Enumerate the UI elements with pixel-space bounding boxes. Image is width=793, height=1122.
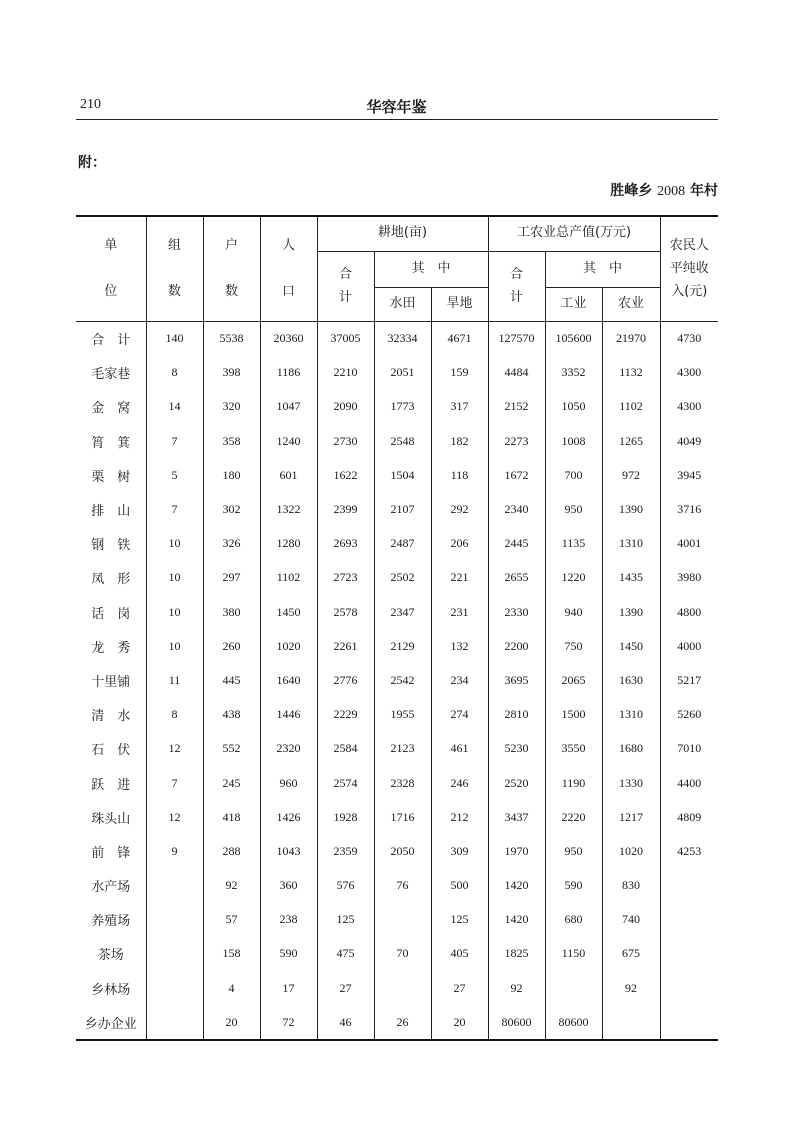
cell-farmland-total: 2723 bbox=[317, 561, 374, 595]
cell-population: 1450 bbox=[260, 595, 317, 629]
cell-unit-name: 前 锋 bbox=[76, 834, 146, 868]
cell-dryland: 309 bbox=[431, 834, 488, 868]
table-row bbox=[76, 869, 718, 903]
cell-groups: 10 bbox=[146, 527, 203, 561]
cell-groups bbox=[146, 937, 203, 971]
cell-output-total: 127570 bbox=[488, 321, 545, 356]
cell-unit-name: 龙 秀 bbox=[76, 629, 146, 663]
cell-farmland-total: 2584 bbox=[317, 732, 374, 766]
cell-farmland-total: 2578 bbox=[317, 595, 374, 629]
cell-households: 245 bbox=[203, 766, 260, 800]
cell-unit-name: 十里铺 bbox=[76, 663, 146, 697]
cell-income: 4809 bbox=[660, 800, 718, 834]
cell-income: 4400 bbox=[660, 766, 718, 800]
cell-groups: 7 bbox=[146, 424, 203, 458]
col-header-unit bbox=[76, 216, 146, 321]
cell-unit-name: 金 窝 bbox=[76, 390, 146, 424]
page-number: 210 bbox=[80, 97, 101, 112]
cell-households: 180 bbox=[203, 458, 260, 492]
cell-dryland: 274 bbox=[431, 698, 488, 732]
income-line1: 农民人 bbox=[669, 237, 709, 253]
cell-agriculture: 21970 bbox=[602, 321, 660, 356]
cell-groups: 140 bbox=[146, 321, 203, 356]
cell-industry: 590 bbox=[545, 869, 602, 903]
cell-paddy: 32334 bbox=[374, 321, 431, 356]
cell-households: 5538 bbox=[203, 321, 260, 356]
cell-industry bbox=[545, 971, 602, 1005]
cell-output-total: 2655 bbox=[488, 561, 545, 595]
cell-agriculture: 830 bbox=[602, 869, 660, 903]
cell-agriculture: 1310 bbox=[602, 698, 660, 732]
col-header-dryland: 旱地 bbox=[431, 287, 488, 321]
cell-households: 158 bbox=[203, 937, 260, 971]
cell-paddy: 2548 bbox=[374, 424, 431, 458]
population-top: 人 bbox=[281, 237, 295, 253]
table-body bbox=[76, 321, 718, 1040]
cell-unit-name: 跃 进 bbox=[76, 766, 146, 800]
cell-paddy: 2051 bbox=[374, 356, 431, 390]
cell-agriculture: 740 bbox=[602, 903, 660, 937]
table-row bbox=[76, 732, 718, 766]
cell-paddy: 1716 bbox=[374, 800, 431, 834]
cell-households: 302 bbox=[203, 492, 260, 526]
cell-output-total: 1672 bbox=[488, 458, 545, 492]
cell-unit-name: 石 伏 bbox=[76, 732, 146, 766]
cell-paddy: 2107 bbox=[374, 492, 431, 526]
cell-unit-name: 排 山 bbox=[76, 492, 146, 526]
cell-agriculture: 92 bbox=[602, 971, 660, 1005]
households-bottom: 数 bbox=[224, 284, 238, 300]
cell-output-total: 1420 bbox=[488, 903, 545, 937]
col-header-households bbox=[203, 216, 260, 321]
table-row bbox=[76, 903, 718, 937]
cell-population: 1240 bbox=[260, 424, 317, 458]
cell-population: 1020 bbox=[260, 629, 317, 663]
table-row bbox=[76, 698, 718, 732]
cell-industry: 80600 bbox=[545, 1005, 602, 1040]
cell-income: 4300 bbox=[660, 390, 718, 424]
cell-paddy bbox=[374, 971, 431, 1005]
cell-groups: 8 bbox=[146, 698, 203, 732]
cell-paddy: 2129 bbox=[374, 629, 431, 663]
cell-agriculture: 1680 bbox=[602, 732, 660, 766]
cell-population: 1047 bbox=[260, 390, 317, 424]
cell-unit-name: 水产场 bbox=[76, 869, 146, 903]
cell-agriculture: 1390 bbox=[602, 492, 660, 526]
cell-paddy: 2502 bbox=[374, 561, 431, 595]
cell-agriculture: 1217 bbox=[602, 800, 660, 834]
cell-output-total: 2152 bbox=[488, 390, 545, 424]
cell-dryland: 20 bbox=[431, 1005, 488, 1040]
cell-population: 590 bbox=[260, 937, 317, 971]
cell-households: 288 bbox=[203, 834, 260, 868]
caption-suffix: 年村 bbox=[690, 183, 718, 199]
table-row bbox=[76, 629, 718, 663]
cell-dryland: 405 bbox=[431, 937, 488, 971]
cell-agriculture: 972 bbox=[602, 458, 660, 492]
col-header-agriculture: 农业 bbox=[602, 287, 660, 321]
cell-groups: 5 bbox=[146, 458, 203, 492]
col-header-output-of-which: 其 中 bbox=[545, 251, 660, 287]
cell-groups: 10 bbox=[146, 595, 203, 629]
cell-industry: 700 bbox=[545, 458, 602, 492]
caption-prefix: 胜峰乡 bbox=[610, 183, 653, 199]
cell-farmland-total: 2210 bbox=[317, 356, 374, 390]
cell-output-total: 4484 bbox=[488, 356, 545, 390]
cell-income bbox=[660, 869, 718, 903]
appendix-label: 附： bbox=[78, 155, 106, 171]
table-row bbox=[76, 1005, 718, 1040]
cell-income: 5260 bbox=[660, 698, 718, 732]
col-header-farmland: 耕地(亩) bbox=[317, 216, 488, 251]
cell-dryland: 292 bbox=[431, 492, 488, 526]
cell-unit-name: 珠头山 bbox=[76, 800, 146, 834]
cell-paddy: 1773 bbox=[374, 390, 431, 424]
cell-industry: 1190 bbox=[545, 766, 602, 800]
cell-dryland: 317 bbox=[431, 390, 488, 424]
table-row bbox=[76, 492, 718, 526]
cell-industry: 940 bbox=[545, 595, 602, 629]
cell-groups: 14 bbox=[146, 390, 203, 424]
cell-population: 1280 bbox=[260, 527, 317, 561]
cell-groups: 7 bbox=[146, 766, 203, 800]
cell-households: 380 bbox=[203, 595, 260, 629]
cell-dryland: 182 bbox=[431, 424, 488, 458]
cell-paddy: 2050 bbox=[374, 834, 431, 868]
cell-paddy bbox=[374, 903, 431, 937]
cell-income: 5217 bbox=[660, 663, 718, 697]
cell-industry: 2220 bbox=[545, 800, 602, 834]
cell-farmland-total: 2399 bbox=[317, 492, 374, 526]
cell-households: 92 bbox=[203, 869, 260, 903]
col-header-farmland-of-which: 其 中 bbox=[374, 251, 488, 287]
cell-unit-name: 话 岗 bbox=[76, 595, 146, 629]
col-header-output-value: 工农业总产值(万元) bbox=[488, 216, 660, 251]
cell-dryland: 221 bbox=[431, 561, 488, 595]
table-row bbox=[76, 595, 718, 629]
cell-paddy: 2123 bbox=[374, 732, 431, 766]
cell-households: 57 bbox=[203, 903, 260, 937]
cell-farmland-total: 2730 bbox=[317, 424, 374, 458]
cell-dryland: 231 bbox=[431, 595, 488, 629]
cell-unit-name: 毛家巷 bbox=[76, 356, 146, 390]
groups-top: 组 bbox=[167, 237, 181, 253]
cell-agriculture bbox=[602, 1005, 660, 1040]
cell-income: 4800 bbox=[660, 595, 718, 629]
cell-farmland-total: 125 bbox=[317, 903, 374, 937]
cell-population: 72 bbox=[260, 1005, 317, 1040]
cell-dryland: 461 bbox=[431, 732, 488, 766]
cell-agriculture: 1630 bbox=[602, 663, 660, 697]
cell-output-total: 1970 bbox=[488, 834, 545, 868]
cell-groups bbox=[146, 1005, 203, 1040]
cell-households: 552 bbox=[203, 732, 260, 766]
cell-farmland-total: 475 bbox=[317, 937, 374, 971]
cell-population: 17 bbox=[260, 971, 317, 1005]
cell-farmland-total: 27 bbox=[317, 971, 374, 1005]
cell-population: 1186 bbox=[260, 356, 317, 390]
cell-industry: 680 bbox=[545, 903, 602, 937]
cell-farmland-total: 1928 bbox=[317, 800, 374, 834]
col-header-farmland-total bbox=[317, 251, 374, 321]
cell-paddy: 26 bbox=[374, 1005, 431, 1040]
cell-farmland-total: 37005 bbox=[317, 321, 374, 356]
cell-paddy: 76 bbox=[374, 869, 431, 903]
table-row bbox=[76, 800, 718, 834]
table-row bbox=[76, 527, 718, 561]
table-row bbox=[76, 390, 718, 424]
cell-output-total: 2330 bbox=[488, 595, 545, 629]
cell-farmland-total: 2229 bbox=[317, 698, 374, 732]
income-line2: 平纯收 bbox=[669, 261, 709, 277]
cell-households: 398 bbox=[203, 356, 260, 390]
cell-output-total: 92 bbox=[488, 971, 545, 1005]
cell-households: 326 bbox=[203, 527, 260, 561]
cell-farmland-total: 2693 bbox=[317, 527, 374, 561]
cell-income bbox=[660, 1005, 718, 1040]
cell-households: 4 bbox=[203, 971, 260, 1005]
cell-farmland-total: 46 bbox=[317, 1005, 374, 1040]
cell-population: 1640 bbox=[260, 663, 317, 697]
cell-agriculture: 1132 bbox=[602, 356, 660, 390]
cell-farmland-total: 2776 bbox=[317, 663, 374, 697]
cell-households: 320 bbox=[203, 390, 260, 424]
cell-unit-name: 养殖场 bbox=[76, 903, 146, 937]
cell-farmland-total: 576 bbox=[317, 869, 374, 903]
cell-households: 445 bbox=[203, 663, 260, 697]
cell-income: 4049 bbox=[660, 424, 718, 458]
cell-population: 2320 bbox=[260, 732, 317, 766]
groups-bottom: 数 bbox=[167, 284, 181, 300]
cell-income: 7010 bbox=[660, 732, 718, 766]
cell-population: 1043 bbox=[260, 834, 317, 868]
cell-output-total: 2340 bbox=[488, 492, 545, 526]
unit-top: 单 bbox=[104, 237, 118, 253]
output-total-bottom: 计 bbox=[509, 290, 523, 305]
running-title: 华容年鉴 bbox=[366, 98, 427, 116]
cell-agriculture: 1390 bbox=[602, 595, 660, 629]
cell-dryland: 206 bbox=[431, 527, 488, 561]
table-row bbox=[76, 424, 718, 458]
cell-farmland-total: 2574 bbox=[317, 766, 374, 800]
cell-groups: 12 bbox=[146, 732, 203, 766]
cell-output-total: 1825 bbox=[488, 937, 545, 971]
cell-output-total: 2200 bbox=[488, 629, 545, 663]
cell-industry: 105600 bbox=[545, 321, 602, 356]
col-header-population bbox=[260, 216, 317, 321]
cell-income bbox=[660, 903, 718, 937]
cell-groups: 8 bbox=[146, 356, 203, 390]
cell-industry: 1135 bbox=[545, 527, 602, 561]
col-header-income bbox=[660, 216, 718, 321]
cell-output-total: 2520 bbox=[488, 766, 545, 800]
header-rule bbox=[76, 119, 718, 120]
cell-groups: 10 bbox=[146, 561, 203, 595]
cell-groups: 10 bbox=[146, 629, 203, 663]
cell-output-total: 2273 bbox=[488, 424, 545, 458]
cell-income: 3945 bbox=[660, 458, 718, 492]
cell-farmland-total: 2359 bbox=[317, 834, 374, 868]
cell-population: 20360 bbox=[260, 321, 317, 356]
cell-income: 3716 bbox=[660, 492, 718, 526]
cell-agriculture: 1330 bbox=[602, 766, 660, 800]
table-row bbox=[76, 663, 718, 697]
cell-dryland: 159 bbox=[431, 356, 488, 390]
cell-paddy: 1504 bbox=[374, 458, 431, 492]
cell-income: 4300 bbox=[660, 356, 718, 390]
cell-dryland: 234 bbox=[431, 663, 488, 697]
cell-agriculture: 1450 bbox=[602, 629, 660, 663]
cell-unit-name: 乡林场 bbox=[76, 971, 146, 1005]
cell-households: 418 bbox=[203, 800, 260, 834]
table-row bbox=[76, 321, 718, 356]
cell-income: 4000 bbox=[660, 629, 718, 663]
cell-paddy: 2542 bbox=[374, 663, 431, 697]
cell-groups: 11 bbox=[146, 663, 203, 697]
cell-income: 4253 bbox=[660, 834, 718, 868]
cell-agriculture: 1435 bbox=[602, 561, 660, 595]
cell-unit-name: 清 水 bbox=[76, 698, 146, 732]
table-row bbox=[76, 356, 718, 390]
cell-industry: 2065 bbox=[545, 663, 602, 697]
cell-output-total: 3437 bbox=[488, 800, 545, 834]
output-total-top: 合 bbox=[509, 266, 523, 282]
cell-paddy: 2347 bbox=[374, 595, 431, 629]
col-header-output-total bbox=[488, 251, 545, 321]
table-row bbox=[76, 971, 718, 1005]
table-row bbox=[76, 766, 718, 800]
cell-industry: 3352 bbox=[545, 356, 602, 390]
col-header-paddy: 水田 bbox=[374, 287, 431, 321]
cell-unit-name: 合 计 bbox=[76, 321, 146, 356]
cell-output-total: 2445 bbox=[488, 527, 545, 561]
table-row bbox=[76, 561, 718, 595]
cell-dryland: 27 bbox=[431, 971, 488, 1005]
cell-industry: 750 bbox=[545, 629, 602, 663]
table-row bbox=[76, 834, 718, 868]
cell-income bbox=[660, 971, 718, 1005]
cell-households: 358 bbox=[203, 424, 260, 458]
unit-bottom: 位 bbox=[104, 284, 118, 300]
cell-industry: 1008 bbox=[545, 424, 602, 458]
cell-output-total: 80600 bbox=[488, 1005, 545, 1040]
cell-households: 438 bbox=[203, 698, 260, 732]
cell-output-total: 3695 bbox=[488, 663, 545, 697]
cell-farmland-total: 1622 bbox=[317, 458, 374, 492]
cell-unit-name: 钢 铁 bbox=[76, 527, 146, 561]
cell-population: 360 bbox=[260, 869, 317, 903]
cell-unit-name: 茶场 bbox=[76, 937, 146, 971]
cell-output-total: 5230 bbox=[488, 732, 545, 766]
cell-unit-name: 乡办企业 bbox=[76, 1005, 146, 1040]
cell-households: 20 bbox=[203, 1005, 260, 1040]
cell-paddy: 70 bbox=[374, 937, 431, 971]
table-caption bbox=[610, 180, 718, 200]
cell-output-total: 2810 bbox=[488, 698, 545, 732]
cell-industry: 1500 bbox=[545, 698, 602, 732]
cell-population: 960 bbox=[260, 766, 317, 800]
cell-industry: 1150 bbox=[545, 937, 602, 971]
income-line3: 入(元) bbox=[671, 284, 708, 300]
cell-agriculture: 1310 bbox=[602, 527, 660, 561]
cell-paddy: 1955 bbox=[374, 698, 431, 732]
cell-unit-name: 筲 箕 bbox=[76, 424, 146, 458]
cell-income: 4730 bbox=[660, 321, 718, 356]
cell-agriculture: 1020 bbox=[602, 834, 660, 868]
cell-output-total: 1420 bbox=[488, 869, 545, 903]
cell-groups: 7 bbox=[146, 492, 203, 526]
cell-households: 297 bbox=[203, 561, 260, 595]
col-header-groups bbox=[146, 216, 203, 321]
cell-dryland: 246 bbox=[431, 766, 488, 800]
cell-households: 260 bbox=[203, 629, 260, 663]
cell-agriculture: 675 bbox=[602, 937, 660, 971]
village-statistics-table bbox=[76, 215, 718, 1041]
cell-agriculture: 1102 bbox=[602, 390, 660, 424]
cell-income bbox=[660, 937, 718, 971]
col-header-industry: 工业 bbox=[545, 287, 602, 321]
cell-groups: 9 bbox=[146, 834, 203, 868]
cell-groups bbox=[146, 903, 203, 937]
table-row bbox=[76, 458, 718, 492]
cell-dryland: 500 bbox=[431, 869, 488, 903]
cell-dryland: 125 bbox=[431, 903, 488, 937]
cell-population: 1322 bbox=[260, 492, 317, 526]
cell-industry: 1050 bbox=[545, 390, 602, 424]
population-bottom: 口 bbox=[281, 284, 295, 300]
cell-groups: 12 bbox=[146, 800, 203, 834]
farmland-total-bottom: 计 bbox=[338, 290, 352, 305]
cell-income: 4001 bbox=[660, 527, 718, 561]
table-row bbox=[76, 937, 718, 971]
cell-dryland: 118 bbox=[431, 458, 488, 492]
cell-population: 1426 bbox=[260, 800, 317, 834]
cell-unit-name: 栗 树 bbox=[76, 458, 146, 492]
cell-groups bbox=[146, 971, 203, 1005]
cell-groups bbox=[146, 869, 203, 903]
cell-industry: 3550 bbox=[545, 732, 602, 766]
cell-industry: 1220 bbox=[545, 561, 602, 595]
cell-dryland: 4671 bbox=[431, 321, 488, 356]
cell-industry: 950 bbox=[545, 492, 602, 526]
cell-dryland: 212 bbox=[431, 800, 488, 834]
cell-income: 3980 bbox=[660, 561, 718, 595]
cell-population: 1102 bbox=[260, 561, 317, 595]
cell-population: 601 bbox=[260, 458, 317, 492]
households-top: 户 bbox=[224, 237, 238, 253]
cell-unit-name: 凤 形 bbox=[76, 561, 146, 595]
cell-dryland: 132 bbox=[431, 629, 488, 663]
caption-year: 2008 bbox=[657, 184, 686, 199]
cell-paddy: 2487 bbox=[374, 527, 431, 561]
cell-agriculture: 1265 bbox=[602, 424, 660, 458]
cell-population: 1446 bbox=[260, 698, 317, 732]
cell-paddy: 2328 bbox=[374, 766, 431, 800]
farmland-total-top: 合 bbox=[338, 266, 352, 282]
cell-population: 238 bbox=[260, 903, 317, 937]
cell-industry: 950 bbox=[545, 834, 602, 868]
cell-farmland-total: 2090 bbox=[317, 390, 374, 424]
cell-farmland-total: 2261 bbox=[317, 629, 374, 663]
